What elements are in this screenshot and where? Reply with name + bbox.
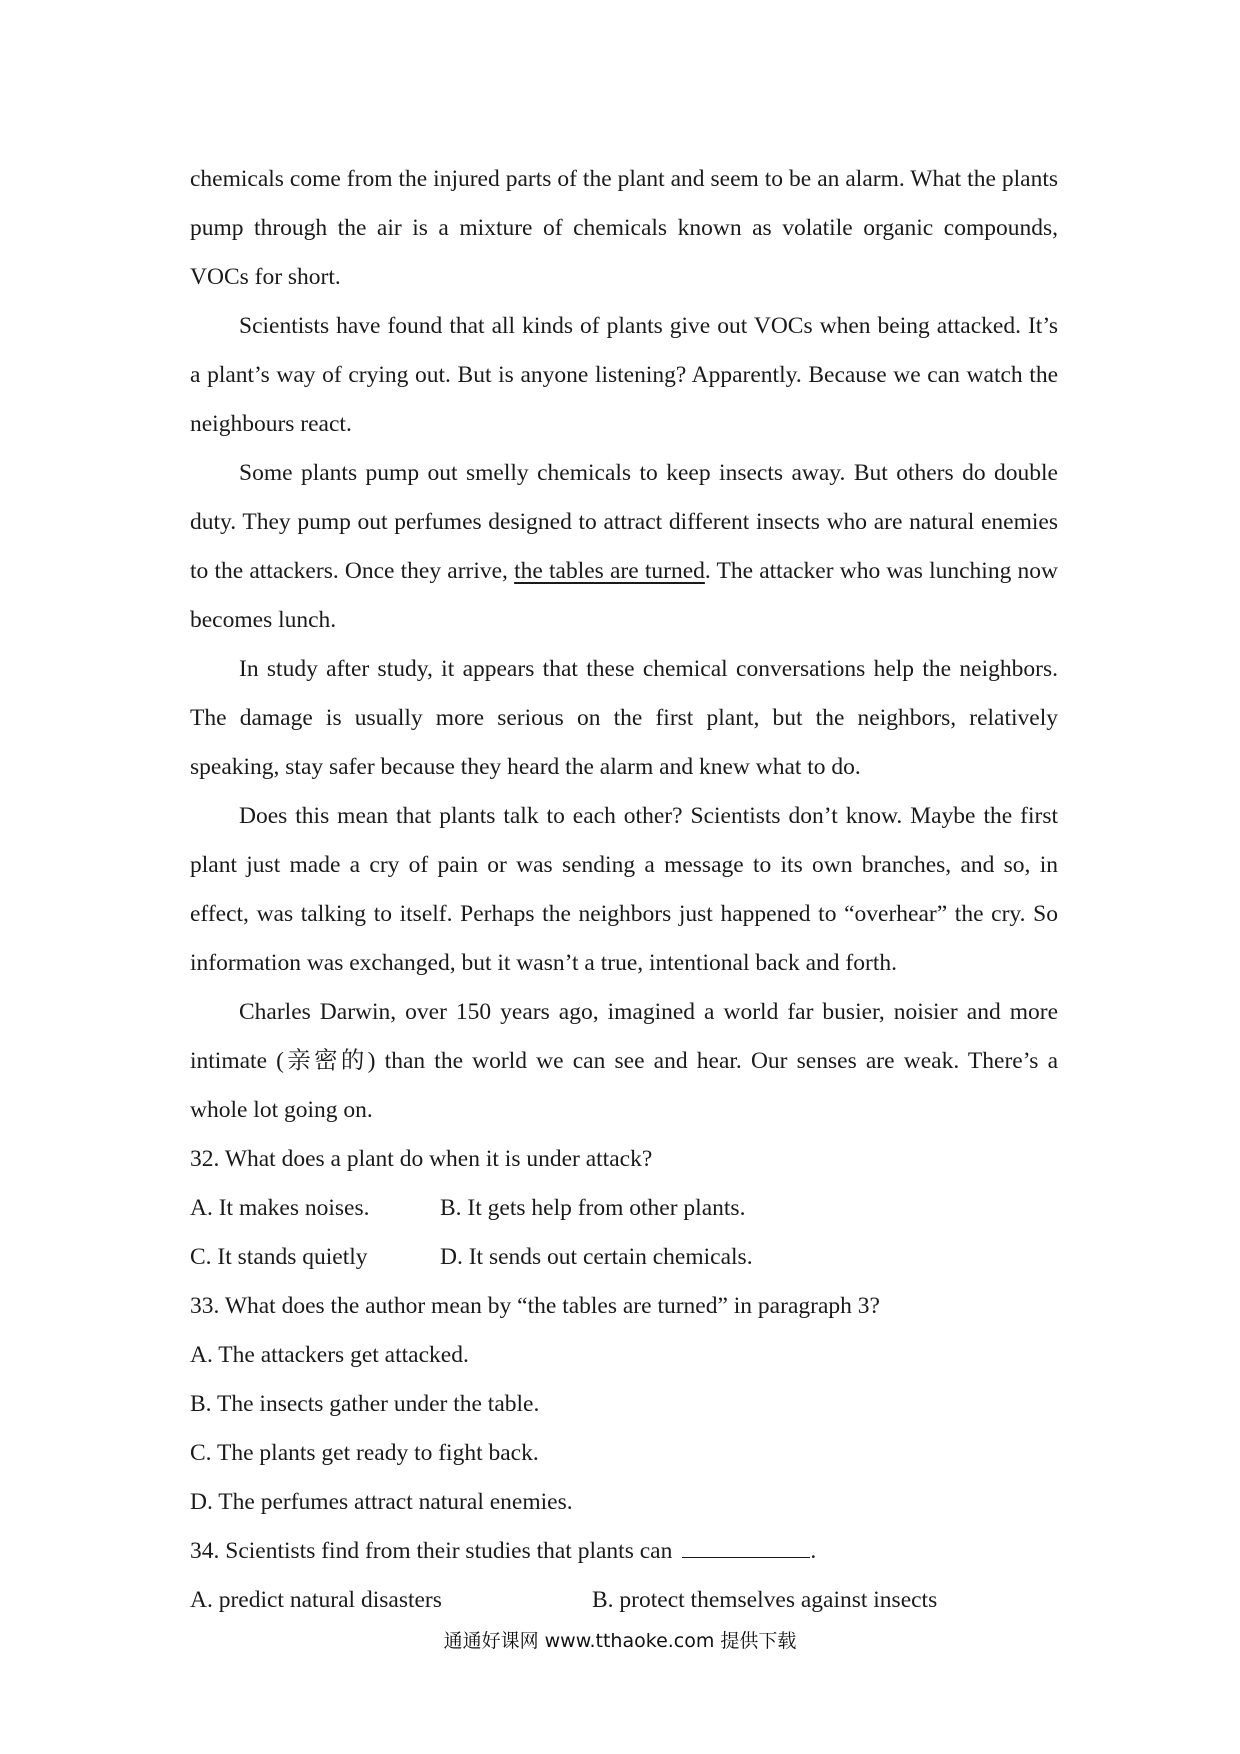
underlined-phrase: the tables are turned	[514, 558, 705, 584]
question-32-options-row-1	[190, 1184, 1058, 1233]
question-32-stem: 32. What does a plant do when it is under attack?	[190, 1146, 653, 1172]
question-33-stem: 33. What does the author mean by “the tables are turned” in paragraph 3?	[190, 1293, 880, 1319]
question-34-option-a: A. predict natural disasters	[190, 1587, 442, 1613]
question-34-stem-text: 34. Scientists find from their studies that plants can	[190, 1538, 673, 1564]
question-32-option-b: B. It gets help from other plants.	[440, 1195, 746, 1221]
question-32-option-d: D. It sends out certain chemicals.	[440, 1244, 753, 1270]
question-32-option-c: C. It stands quietly	[190, 1244, 368, 1270]
question-33-option-a: A. The attackers get attacked.	[190, 1342, 469, 1368]
paragraph-6: Charles Darwin, over 150 years ago, imagined a world far busier, noisier and more intimate (亲密的) than the world we can see and hear. Our senses are weak. There’s a whole lot going on.	[190, 999, 1058, 1123]
question-33-option-d: D. The perfumes attract natural enemies.	[190, 1489, 573, 1515]
paragraph-1: chemicals come from the injured parts of the plant and seem to be an alarm. What the plants pump through the air is a mixture of chemicals known as volatile organic compounds, VOCs for short.	[190, 166, 1058, 290]
question-34-options-row	[190, 1576, 1058, 1625]
question-34-stem	[190, 1527, 1058, 1576]
document-body	[190, 155, 1058, 1625]
question-33-option-b: B. The insects gather under the table.	[190, 1391, 540, 1417]
question-34-stem-end: .	[810, 1538, 817, 1564]
question-32-option-a: A. It makes noises.	[190, 1195, 370, 1221]
paragraph-3-text-a: Some plants pump out smelly chemicals to keep insects away. But others do double duty. They pump out perfumes designed to attract different insects who are natural enemies to the attackers. Once they arrive,	[190, 460, 1058, 584]
paragraph-4: In study after study, it appears that these chemical conversations help the neighbors. The damage is usually more serious on the first plant, but the neighbors, relatively speaking, stay safer because they heard the alarm and knew what to do.	[190, 656, 1058, 780]
question-32-options-row-2	[190, 1233, 1058, 1282]
paragraph-2: Scientists have found that all kinds of plants give out VOCs when being attacked. It’s a plant’s way of crying out. But is anyone listening? Apparently. Because we can watch the neighbours react.	[190, 313, 1058, 437]
paragraph-3	[190, 449, 1058, 645]
paragraph-5: Does this mean that plants talk to each other? Scientists don’t know. Maybe the first plant just made a cry of pain or was sending a message to its own branches, and so, in effect, was talking to itself. Perhaps the neighbors just happened to “overhear” the cry. So information was exchanged, but it wasn’t a true, intentional back and forth.	[190, 803, 1058, 976]
question-33-option-c: C. The plants get ready to fight back.	[190, 1440, 539, 1466]
paragraph-3-text-b: . The attacker who was lunching now becomes lunch.	[190, 558, 1058, 633]
answer-blank	[682, 1527, 810, 1558]
page-footer: 通通好课网 www.tthaoke.com 提供下载	[443, 1630, 797, 1652]
question-34-option-b: B. protect themselves against insects	[592, 1587, 938, 1613]
